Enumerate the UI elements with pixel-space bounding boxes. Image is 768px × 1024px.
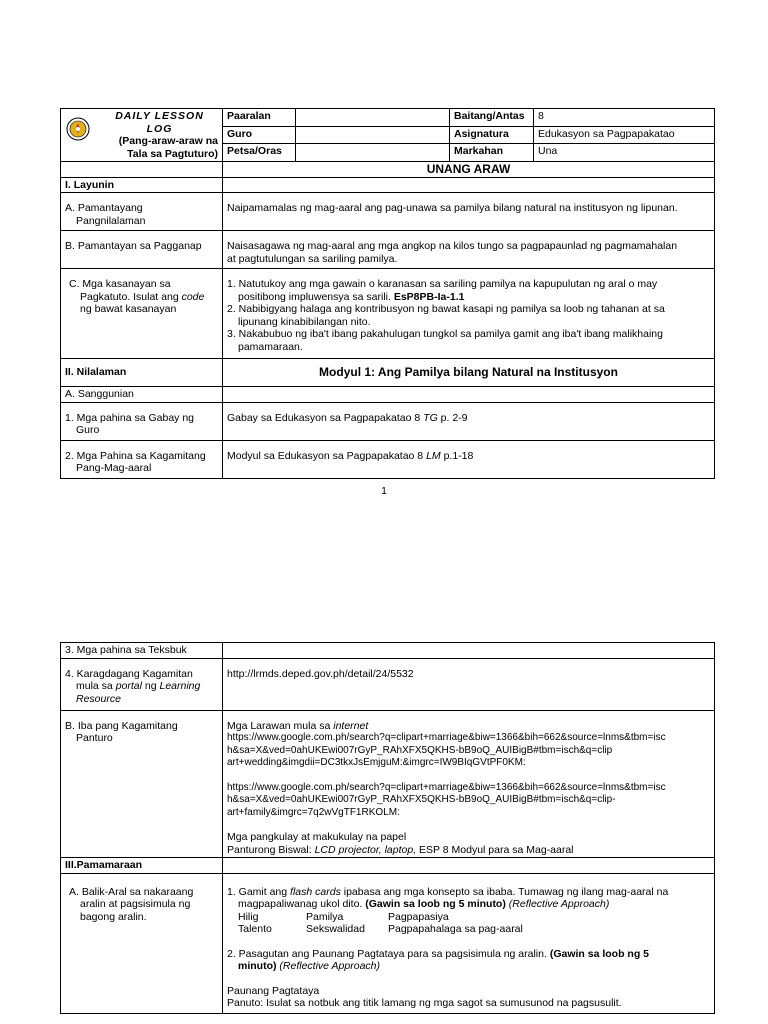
word-pagpapasiya: Pagpapasiya [388,910,449,923]
word-pamilya: Pamilya [306,910,344,923]
url-2-line-2: h&sa=X&ved=0ahUKEwi007rGyP_RAhXFX5QKHS-bB9oQ_AUIBigB#tbm=isch&q=clip- [227,794,616,805]
modyul-title: Modyul 1: Ang Pamilya bilang Natural na Institusyon [223,359,715,387]
nilalaman-heading: II. Nilalaman [61,359,223,387]
kasanayan-item-1-line-2: positibong impluwensya sa sarili. [238,290,391,303]
karagdagang-label [61,658,223,710]
karagdagang-label-ng: ng [144,680,157,692]
balik-aral-label-3: bagong aralin. [80,910,147,923]
baitang-label: Baitang/Antas [450,109,534,127]
pangkulay: Mga pangkulay at makukulay na papel [227,831,407,843]
step-1-approach: (Reflective Approach) [508,898,610,910]
sanggunian-heading: A. Sanggunian [61,387,223,403]
panturong-rest: ESP 8 Modyul para sa Mag-aaral [419,843,574,856]
day-title-spacer [61,162,223,178]
kasanayan-item-1-line-1: 1. Natutukoy ang mga gawain o karanasan sa sariling pamilya na kapupulutan ng aral o may [227,278,658,290]
guro-label: Guro [223,126,296,144]
pagganap-value-1: Naisasagawa ng mag-aaral ang mga angkop na kilos tungo sa pagpapaunlad ng pagmamahalan [227,240,678,252]
gabay-value [223,402,715,440]
asignatura-label: Asignatura [450,126,534,144]
petsa-label: Petsa/Oras [223,144,296,162]
lesson-log-table-continued [60,642,715,1014]
url-1-line-1: https://www.google.com.ph/search?q=clipart+marriage&biw=1366&bih=662&source=lnms&tbm=isc [227,732,666,743]
karagdagang-label-learning: Learning [159,680,201,692]
iba-pang-label-1: B. Iba pang Kagamitang [65,719,178,732]
kasanayan-item-3-line-1: 3. Nakabubuo ng iba't ibang pakahulugan tungkol sa pamilya gamit ang iba't ibang malikhaing [227,328,663,340]
pagganap-value-2: at pagtutulungan sa sariling pamilya. [227,252,398,265]
guro-value [296,126,450,144]
step-2-approach: (Reflective Approach) [279,960,380,972]
kagamitan-pages: p.1-18 [443,449,474,462]
teksbuk-value [223,643,715,659]
layunin-heading: I. Layunin [61,177,223,193]
kagamitan-lm: LM [426,449,441,462]
pamantayang-label [61,193,223,231]
iba-pang-label [61,710,223,858]
pamantayang-label-1: A. Pamantayang [65,202,143,214]
pamamaraan-value [223,858,715,874]
gabay-tg: TG [423,411,438,424]
word-pagpapahalaga: Pagpapahalaga sa pag-aaral [388,923,523,935]
baitang-value: 8 [534,109,715,127]
balik-aral-label [61,873,223,1013]
gabay-label-1: 1. Mga pahina sa Gabay ng [65,411,195,424]
kasanayan-value [223,269,715,359]
header-title-cell [61,109,223,162]
step-2-bold-1: (Gawin sa loob ng 5 [549,947,650,960]
deped-seal-icon [66,117,90,141]
kagamitan-value [223,440,715,478]
paaralan-value [296,109,450,127]
url-1-line-2: h&sa=X&ved=0ahUKEwi007rGyP_RAhXFX5QKHS-bB9oQ_AUIBigB#tbm=isch&q=clip [227,744,613,756]
panturong-label: Panturong Biswal: [227,843,312,856]
doc-title: DAILY LESSON LOG [115,110,204,135]
page-number: 1 [381,485,387,497]
markahan-value: Una [534,144,715,162]
step-1-b: ipabasa ang mga konsepto sa ibaba. Tumawag ng ilang mag-aaral na [343,885,669,898]
pagganap-value [223,231,715,269]
layunin-heading-value [223,177,715,193]
lesson-log-table [60,108,715,479]
iba-pang-value [223,710,715,858]
step-1-a: 1. Gamit ang [227,885,288,898]
word-hilig: Hilig [238,910,259,923]
doc-subtitle-1: (Pang-araw-araw na [118,135,218,147]
gabay-label-2: Guro [76,424,100,436]
kasanayan-label-3: ng bawat kasanayan [80,303,177,315]
kasanayan-label-1: C. Mga kasanayan sa [69,278,171,290]
step-2-bold-2: minuto) [238,960,277,972]
kasanayan-item-2-line-1: 2. Nabibigyang halaga ang kontribusyon ng bawat kasapi ng pamilya sa loob ng tahanan at sa [227,303,665,315]
karagdagang-value: http://lrmds.deped.gov.ph/detail/24/5532 [223,658,715,710]
balik-aral-label-2: aralin at pagsisimula ng [80,898,191,910]
pagganap-label: B. Pamantayan sa Pagganap [61,231,223,269]
step-1-bold: (Gawin sa loob ng 5 minuto) [365,898,506,910]
pamantayang-value: Naipamamalas ng mag-aaral ang pag-unawa sa pamilya bilang natural na institusyon ng lipunan. [223,193,715,231]
kasanayan-item-1-code: EsP8PB-Ia-1.1 [393,290,465,303]
kasanayan-label-2: Pagkatuto. Isulat ang [80,290,179,303]
word-sekswalidad: Sekswalidad [306,923,365,935]
step-2-a: 2. Pasagutan ang Paunang Pagtataya para sa pagsisimula ng aralin. [227,947,547,960]
iba-intro: Mga Larawan mula sa [227,719,331,732]
karagdagang-label-resource: Resource [76,692,121,705]
kasanayan-item-2-line-2: lipunang kinabibilangan nito. [238,315,371,328]
balik-aral-label-1: A. Balik-Aral sa nakaraang [69,885,194,898]
markahan-label: Markahan [450,144,534,162]
iba-pang-label-2: Panturo [76,732,113,744]
kagamitan-label-2: Pang-Mag-aaral [76,462,152,474]
doc-subtitle-2: Tala sa Pagtuturo) [127,147,218,160]
paaralan-label: Paaralan [223,109,296,127]
karagdagang-label-mula: mula sa [76,680,113,692]
pamamaraan-heading: III.Pamamaraan [61,858,223,874]
panuto: Panuto: Isulat sa notbuk ang titik lamang ng mga sagot sa sumusunod na pagsusulit. [227,997,622,1009]
gabay-pages: p. 2-9 [440,411,468,424]
gabay-label [61,402,223,440]
kasanayan-label [61,269,223,359]
sanggunian-value [223,387,715,403]
kasanayan-item-3-line-2: pamamaraan. [238,340,303,353]
word-talento: Talento [238,923,272,935]
step-1-c: magpapaliwanag ukol dito. [238,898,363,910]
url-2-line-1: https://www.google.com.ph/search?q=clipart+marriage&biw=1366&bih=662&source=lnms&tbm=isc [227,781,666,793]
kagamitan-label [61,440,223,478]
asignatura-value: Edukasyon sa Pagpapakatao [534,126,715,144]
teksbuk-label: 3. Mga pahina sa Teksbuk [61,643,223,659]
karagdagang-label-1: 4. Karagdagang Kagamitan [65,667,193,680]
iba-internet: internet [333,719,369,732]
kagamitan-label-1: 2. Mga Pahina sa Kagamitang [65,449,206,462]
karagdagang-label-portal: portal [115,680,142,692]
kagamitan-value-text: Modyul sa Edukasyon sa Pagpapakatao 8 [227,449,424,462]
paunang-pagtataya: Paunang Pagtataya [227,984,320,997]
url-2-line-3: art+family&imgrc=7q2wVgTF1RKOLM: [227,806,400,818]
petsa-value [296,144,450,162]
day-title: UNANG ARAW [223,162,715,178]
step-1-flash: flash cards [290,885,341,898]
balik-aral-value [223,873,715,1013]
kasanayan-label-code: code [181,290,205,303]
gabay-value-text: Gabay sa Edukasyon sa Pagpapakatao 8 [227,411,421,424]
pamantayang-label-2: Pangnilalaman [76,214,146,227]
url-1-line-3: art+wedding&imgdii=DC3tkxJsEmjguM:&imgrc=IW9BIqGVtPF0KM: [227,757,526,768]
panturong-italic: LCD projector, laptop, [314,843,417,856]
